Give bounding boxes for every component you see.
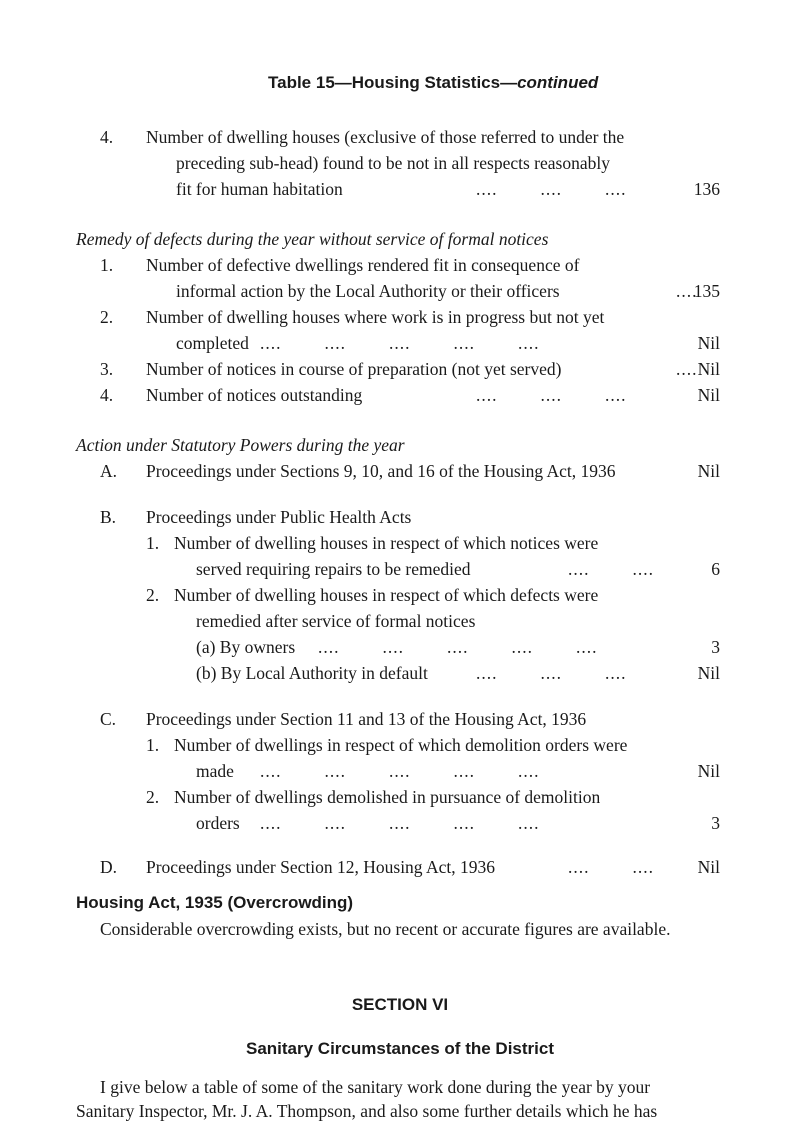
remedy-2-value: Nil [697,333,720,353]
leader-dots: .... .... .... [476,385,627,405]
item-4-number: 4. [100,127,114,147]
action-heading: Action under Statutory Powers during the year [76,435,405,455]
action-b1-value: 6 [711,559,720,579]
action-c1-number: 1. [146,735,160,755]
action-d-line1: Proceedings under Section 12, Housing Act, 1936 [146,857,495,877]
action-b-letter: B. [100,507,117,527]
action-c2-value: 3 [711,813,720,833]
action-c1-value: Nil [697,761,720,781]
action-a-letter: A. [100,461,118,481]
remedy-4-line1: Number of notices outstanding [146,385,363,405]
action-c1-line1: Number of dwellings in respect of which demolition orders were [174,735,628,755]
leader-dots: .... [676,359,698,379]
action-b2-line2: remedied after service of formal notices [196,611,476,631]
remedy-heading: Remedy of defects during the year without service of formal notices [76,229,549,249]
action-ba-value: 3 [711,637,720,657]
action-ba-label: (a) By owners [196,637,296,657]
action-c2-line2: orders [196,813,240,833]
leader-dots: .... .... .... .... .... [260,333,540,353]
remedy-2-number: 2. [100,307,114,327]
action-c-line1: Proceedings under Section 11 and 13 of the Housing Act, 1936 [146,709,587,729]
leader-dots: .... .... .... [476,663,627,683]
remedy-3-value: Nil [697,359,720,379]
leader-dots: .... .... .... .... .... [318,637,598,657]
remedy-1-line1: Number of defective dwellings rendered fit in consequence of [146,255,580,275]
action-bb-value: Nil [697,663,720,683]
overcrowding-heading: Housing Act, 1935 (Overcrowding) [76,893,354,912]
item-4-line1: Number of dwelling houses (exclusive of those referred to under the [146,127,625,147]
leader-dots: .... .... .... .... .... [260,761,540,781]
action-c-letter: C. [100,709,117,729]
remedy-2-line2: completed [176,333,249,353]
action-c2-line1: Number of dwellings demolished in pursuance of demolition [174,787,601,807]
item-4-line3: fit for human habitation [176,179,343,199]
action-b2-line1: Number of dwelling houses in respect of which defects were [174,585,599,605]
leader-dots: .... .... [568,857,654,877]
section-subheading: Sanitary Circumstances of the District [246,1039,554,1058]
leader-dots: .... .... [568,559,654,579]
remedy-1-line2: informal action by the Local Authority or their officers [176,281,560,301]
leader-dots: .... .... .... [476,179,627,199]
paragraph-line-1: I give below a table of some of the sanitary work done during the year by your [100,1077,651,1097]
leader-dots: .... [676,281,698,301]
overcrowding-text: Considerable overcrowding exists, but no recent or accurate figures are available. [100,919,671,939]
remedy-1-number: 1. [100,255,114,275]
action-bb-label: (b) By Local Authority in default [196,663,428,683]
action-d-letter: D. [100,857,118,877]
page-title: Table 15—Housing Statistics—continued [268,73,599,92]
action-b-line1: Proceedings under Public Health Acts [146,507,412,527]
action-a-value: Nil [697,461,720,481]
remedy-2-line1: Number of dwelling houses where work is in progress but not yet [146,307,605,327]
remedy-3-number: 3. [100,359,114,379]
remedy-4-number: 4. [100,385,114,405]
action-b2-number: 2. [146,585,160,605]
action-c1-line2: made [196,761,234,781]
item-4-value: 136 [693,179,720,199]
section-heading: SECTION VI [351,995,449,1014]
remedy-1-value: 135 [693,281,720,301]
action-a-line1: Proceedings under Sections 9, 10, and 16 of the Housing Act, 1936 [146,461,616,481]
action-b1-line2: served requiring repairs to be remedied [196,559,471,579]
action-b1-line1: Number of dwelling houses in respect of which notices were [174,533,599,553]
action-c2-number: 2. [146,787,160,807]
action-d-value: Nil [697,857,720,877]
remedy-3-line1: Number of notices in course of preparation (not yet served) [146,359,562,379]
paragraph-line-2: Sanitary Inspector, Mr. J. A. Thompson, and also some further details which he has [76,1101,658,1121]
remedy-4-value: Nil [697,385,720,405]
leader-dots: .... .... .... .... .... [260,813,540,833]
action-b1-number: 1. [146,533,160,553]
item-4-line2: preceding sub-head) found to be not in all respects reasonably [176,153,610,173]
